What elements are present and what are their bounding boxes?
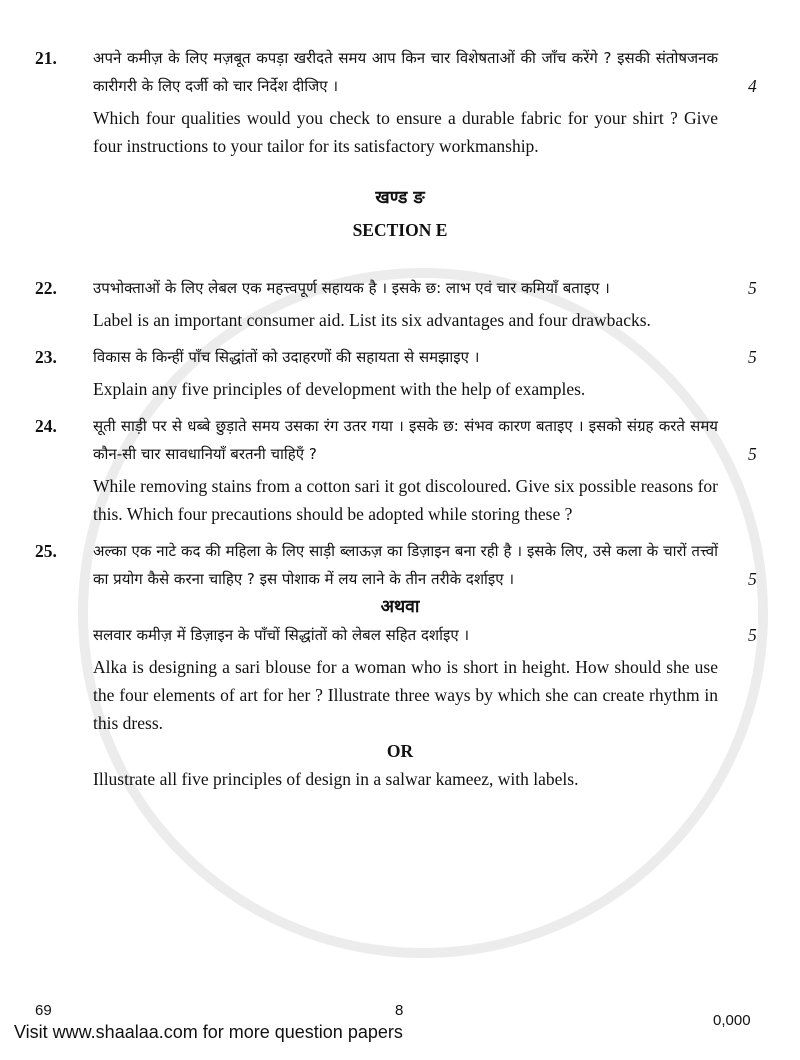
- question-22-marks: 5: [748, 278, 757, 298]
- question-24-marks: 5: [748, 444, 757, 464]
- footer-code-right: 0,000: [713, 1012, 751, 1029]
- question-25-marks: 5: [748, 569, 757, 589]
- question-21-marks: 4: [748, 76, 757, 96]
- question-23-marks: 5: [748, 347, 757, 367]
- question-25-alternative-hindi: [35, 621, 765, 649]
- question-25-alt-english: Illustrate all five principles of design in a salwar kameez, with labels.: [93, 769, 579, 789]
- question-23-hindi: विकास के किन्हीं पाँच सिद्धांतों को उदाहरणों की सहायता से समझाइए ।: [93, 348, 480, 366]
- question-23-english: Explain any five principles of development with the help of examples.: [93, 379, 586, 399]
- footer-page-number: 8: [395, 1002, 404, 1019]
- question-number-25: 25.: [35, 541, 57, 561]
- footer: [0, 1000, 800, 1060]
- question-24-english: While removing stains from a cotton sari it got discoloured. Give six possible reasons for this. Which four precautions should be adopted while storing these ?: [93, 476, 718, 524]
- question-25-alt-hindi: सलवार कमीज़ में डिज़ाइन के पाँचों सिद्धांतों को लेबल सहित दर्शाइए ।: [93, 626, 470, 644]
- question-21-english: Which four qualities would you check to ensure a durable fabric for your shirt ? Give four instructions to your tailor for its satisfactory workmanship.: [93, 108, 718, 156]
- question-21-hindi: अपने कमीज़ के लिए मज़बूत कपड़ा खरीदते समय आप किन चार विशेषताओं की जाँच करेंगे ? इसकी संतोषजनक कारीगरी के लिए दर्जी को चार निर्देश दीजिए ।: [93, 49, 718, 95]
- question-25-hindi: अल्का एक नाटे कद की महिला के लिए साड़ी ब्लाऊज़ का डिज़ाइन बना रही है । इसके लिए, उसे कला के चारों तत्त्वों का प्रयोग कैसे करना चाहिए ? इस पोशाक में लय लाने के तीन तरीके दर्शाइए ।: [93, 542, 718, 588]
- or-english: OR: [386, 741, 414, 761]
- question-22-english: Label is an important consumer aid. List its six advantages and four drawbacks.: [93, 310, 651, 330]
- question-25: [35, 537, 765, 593]
- question-number-23: 23.: [35, 347, 57, 367]
- question-21: [35, 44, 765, 100]
- question-number-24: 24.: [35, 416, 57, 436]
- footer-code-left: 69: [35, 1002, 52, 1019]
- question-number-21: 21.: [35, 48, 57, 68]
- question-24: [35, 412, 765, 468]
- question-23: [35, 343, 765, 371]
- footer-visit-link[interactable]: Visit www.shaalaa.com for more question papers: [14, 1022, 403, 1042]
- or-hindi: अथवा: [380, 597, 420, 617]
- question-number-22: 22.: [35, 278, 57, 298]
- question-25-english: Alka is designing a sari blouse for a woman who is short in height. How should she use the four elements of art for her ? Illustrate three ways by which she can create rhythm in this dress.: [93, 657, 718, 733]
- question-22: [35, 274, 765, 302]
- question-24-hindi: सूती साड़ी पर से धब्बे छुड़ाते समय उसका रंग उतर गया । इसके छ: संभव कारण बताइए । इसको संग्रह करते समय कौन-सी चार सावधानियाँ बरतनी चाहिएँ ?: [93, 417, 718, 463]
- section-title: SECTION E: [352, 220, 448, 240]
- section-title-hindi: खण्ड ङ: [375, 188, 425, 208]
- question-25-alt-marks: 5: [748, 625, 757, 645]
- question-22-hindi: उपभोक्ताओं के लिए लेबल एक महत्त्वपूर्ण सहायक है । इसके छ: लाभ एवं चार कमियाँ बताइए ।: [93, 279, 610, 297]
